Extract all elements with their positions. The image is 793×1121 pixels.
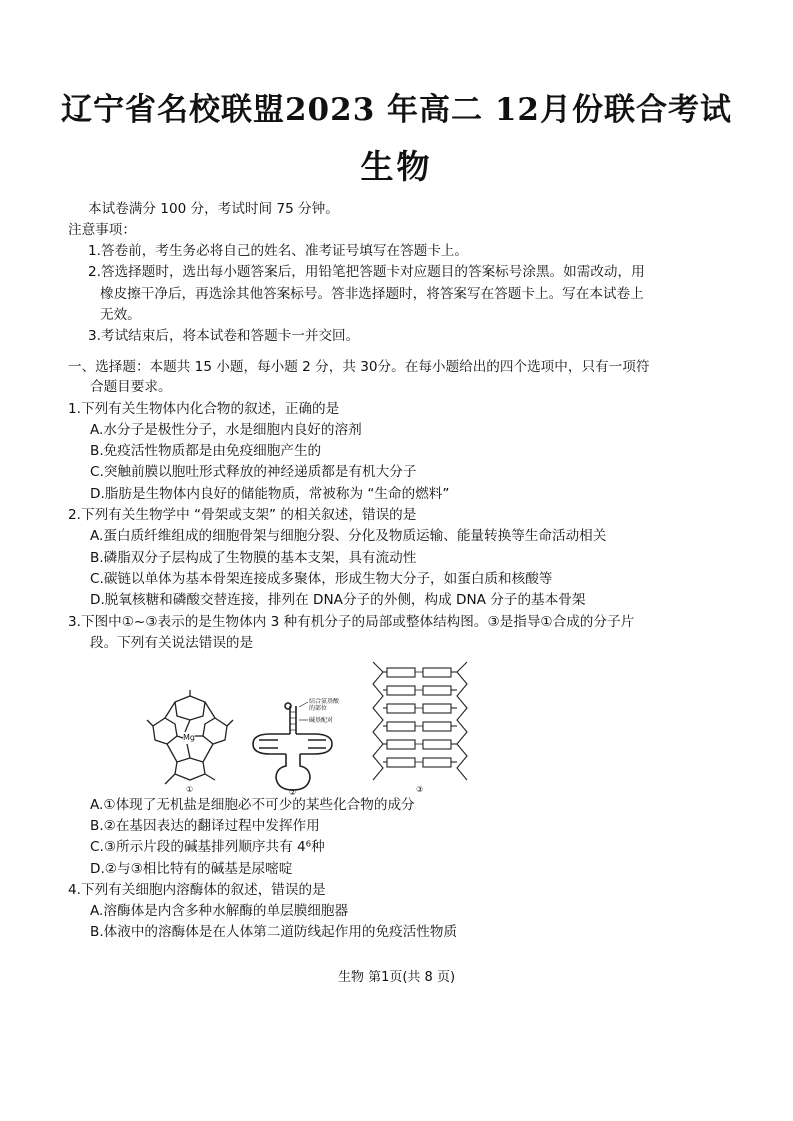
exam-title: 辽宁省名校联盟2023 年高二 12月份联合考试 — [60, 92, 732, 128]
question-1-option-b: B.免疫活性物质都是由免疫细胞产生的 — [90, 443, 322, 459]
section-heading: 一、选择题：本题共 15 小题，每小题 2 分，共 30分。在每小题给出的四个选项中，只有一项符 — [68, 359, 650, 375]
question-2-option-a: A.蛋白质纤维组成的细胞骨架与细胞分裂、分化及物质运输、能量转换等生命活动相关 — [90, 528, 607, 544]
question-4-stem: 4.下列有关细胞内溶酶体的叙述，错误的是 — [68, 882, 326, 898]
question-3-option-b: B.②在基因表达的翻译过程中发挥作用 — [90, 818, 320, 834]
notes-heading: 注意事项： — [68, 222, 136, 238]
note-item: 2.答选择题时，选出每小题答案后，用铅笔把答题卡对应题目的答案标号涂黑。如需改动，用 — [88, 264, 645, 280]
question-1-option-a: A.水分子是极性分子，水是细胞内良好的溶剂 — [90, 422, 362, 438]
trna-amino-acid-site-label-cont: 的部位 — [309, 705, 328, 712]
section-heading-cont: 合题目要求。 — [90, 379, 172, 395]
question-1-option-d: D.脂肪是生物体内良好的储能物质，常被称为 “生命的燃料” — [90, 486, 450, 502]
figure-2-label: ② — [289, 788, 297, 796]
question-3-option-d: D.②与③相比特有的碱基是尿嘧啶 — [90, 861, 293, 877]
question-2-stem: 2.下列有关生物学中 “骨架或支架” 的相关叙述，错误的是 — [68, 507, 417, 523]
subject-title: 生物 — [360, 147, 433, 186]
note-item: 3.考试结束后，将本试卷和答题卡一并交回。 — [88, 328, 360, 344]
question-3-option-c: C.③所示片段的碱基排列顺序共有 4⁶种 — [90, 839, 325, 855]
note-item: 1.答卷前，考生务必将自己的姓名、准考证号填写在答题卡上。 — [88, 243, 468, 259]
question-3-stem: 3.下图中①~③表示的是生物体内 3 种有机分子的局部或整体结构图。③是指导①合成的分子片 — [68, 614, 635, 630]
question-2-option-d: D.脱氧核糖和磷酸交替连接，排列在 DNA分子的外侧，构成 DNA 分子的基本骨架 — [90, 592, 586, 608]
question-2-option-c: C.碳链以单体为基本骨架连接成多聚体，形成生物大分子，如蛋白质和核酸等 — [90, 571, 553, 587]
trna-amino-acid-site-label: 结合氨基酸 — [309, 698, 340, 705]
dna-structure-figure — [365, 654, 475, 796]
page-footer: 生物 第1页(共 8 页) — [337, 970, 456, 985]
question-3-option-a: A.①体现了无机盐是细胞必不可少的某些化合物的成分 — [90, 797, 415, 813]
chlorophyll-structure-figure — [145, 688, 235, 793]
note-item: 橡皮擦干净后，再选涂其他答案标号。答非选择题时，将答案写在答题卡上。写在本试卷上 — [100, 286, 644, 302]
mg-label: Mg — [183, 733, 195, 742]
question-4-option-a: A.溶酶体是内含多种水解酶的单层膜细胞器 — [90, 903, 349, 919]
question-1-stem: 1.下列有关生物体内化合物的叙述，正确的是 — [68, 401, 340, 417]
question-1-option-c: C.突触前膜以胞吐形式释放的神经递质都是有机大分子 — [90, 464, 417, 480]
question-2-option-b: B.磷脂双分子层构成了生物膜的基本支架，具有流动性 — [90, 550, 417, 566]
figure-3-label: ③ — [416, 785, 424, 794]
trna-structure-figure — [248, 698, 348, 796]
intro-text: 本试卷满分 100 分，考试时间 75 分钟。 — [88, 201, 339, 217]
question-3-stem-cont: 段。下列有关说法错误的是 — [90, 635, 254, 651]
note-item: 无效。 — [100, 307, 141, 323]
figure-1-label: ① — [186, 785, 194, 793]
question-4-option-b: B.体液中的溶酶体是在人体第二道防线起作用的免疫活性物质 — [90, 924, 458, 940]
trna-base-pairing-label: 碱基配对 — [309, 717, 334, 724]
